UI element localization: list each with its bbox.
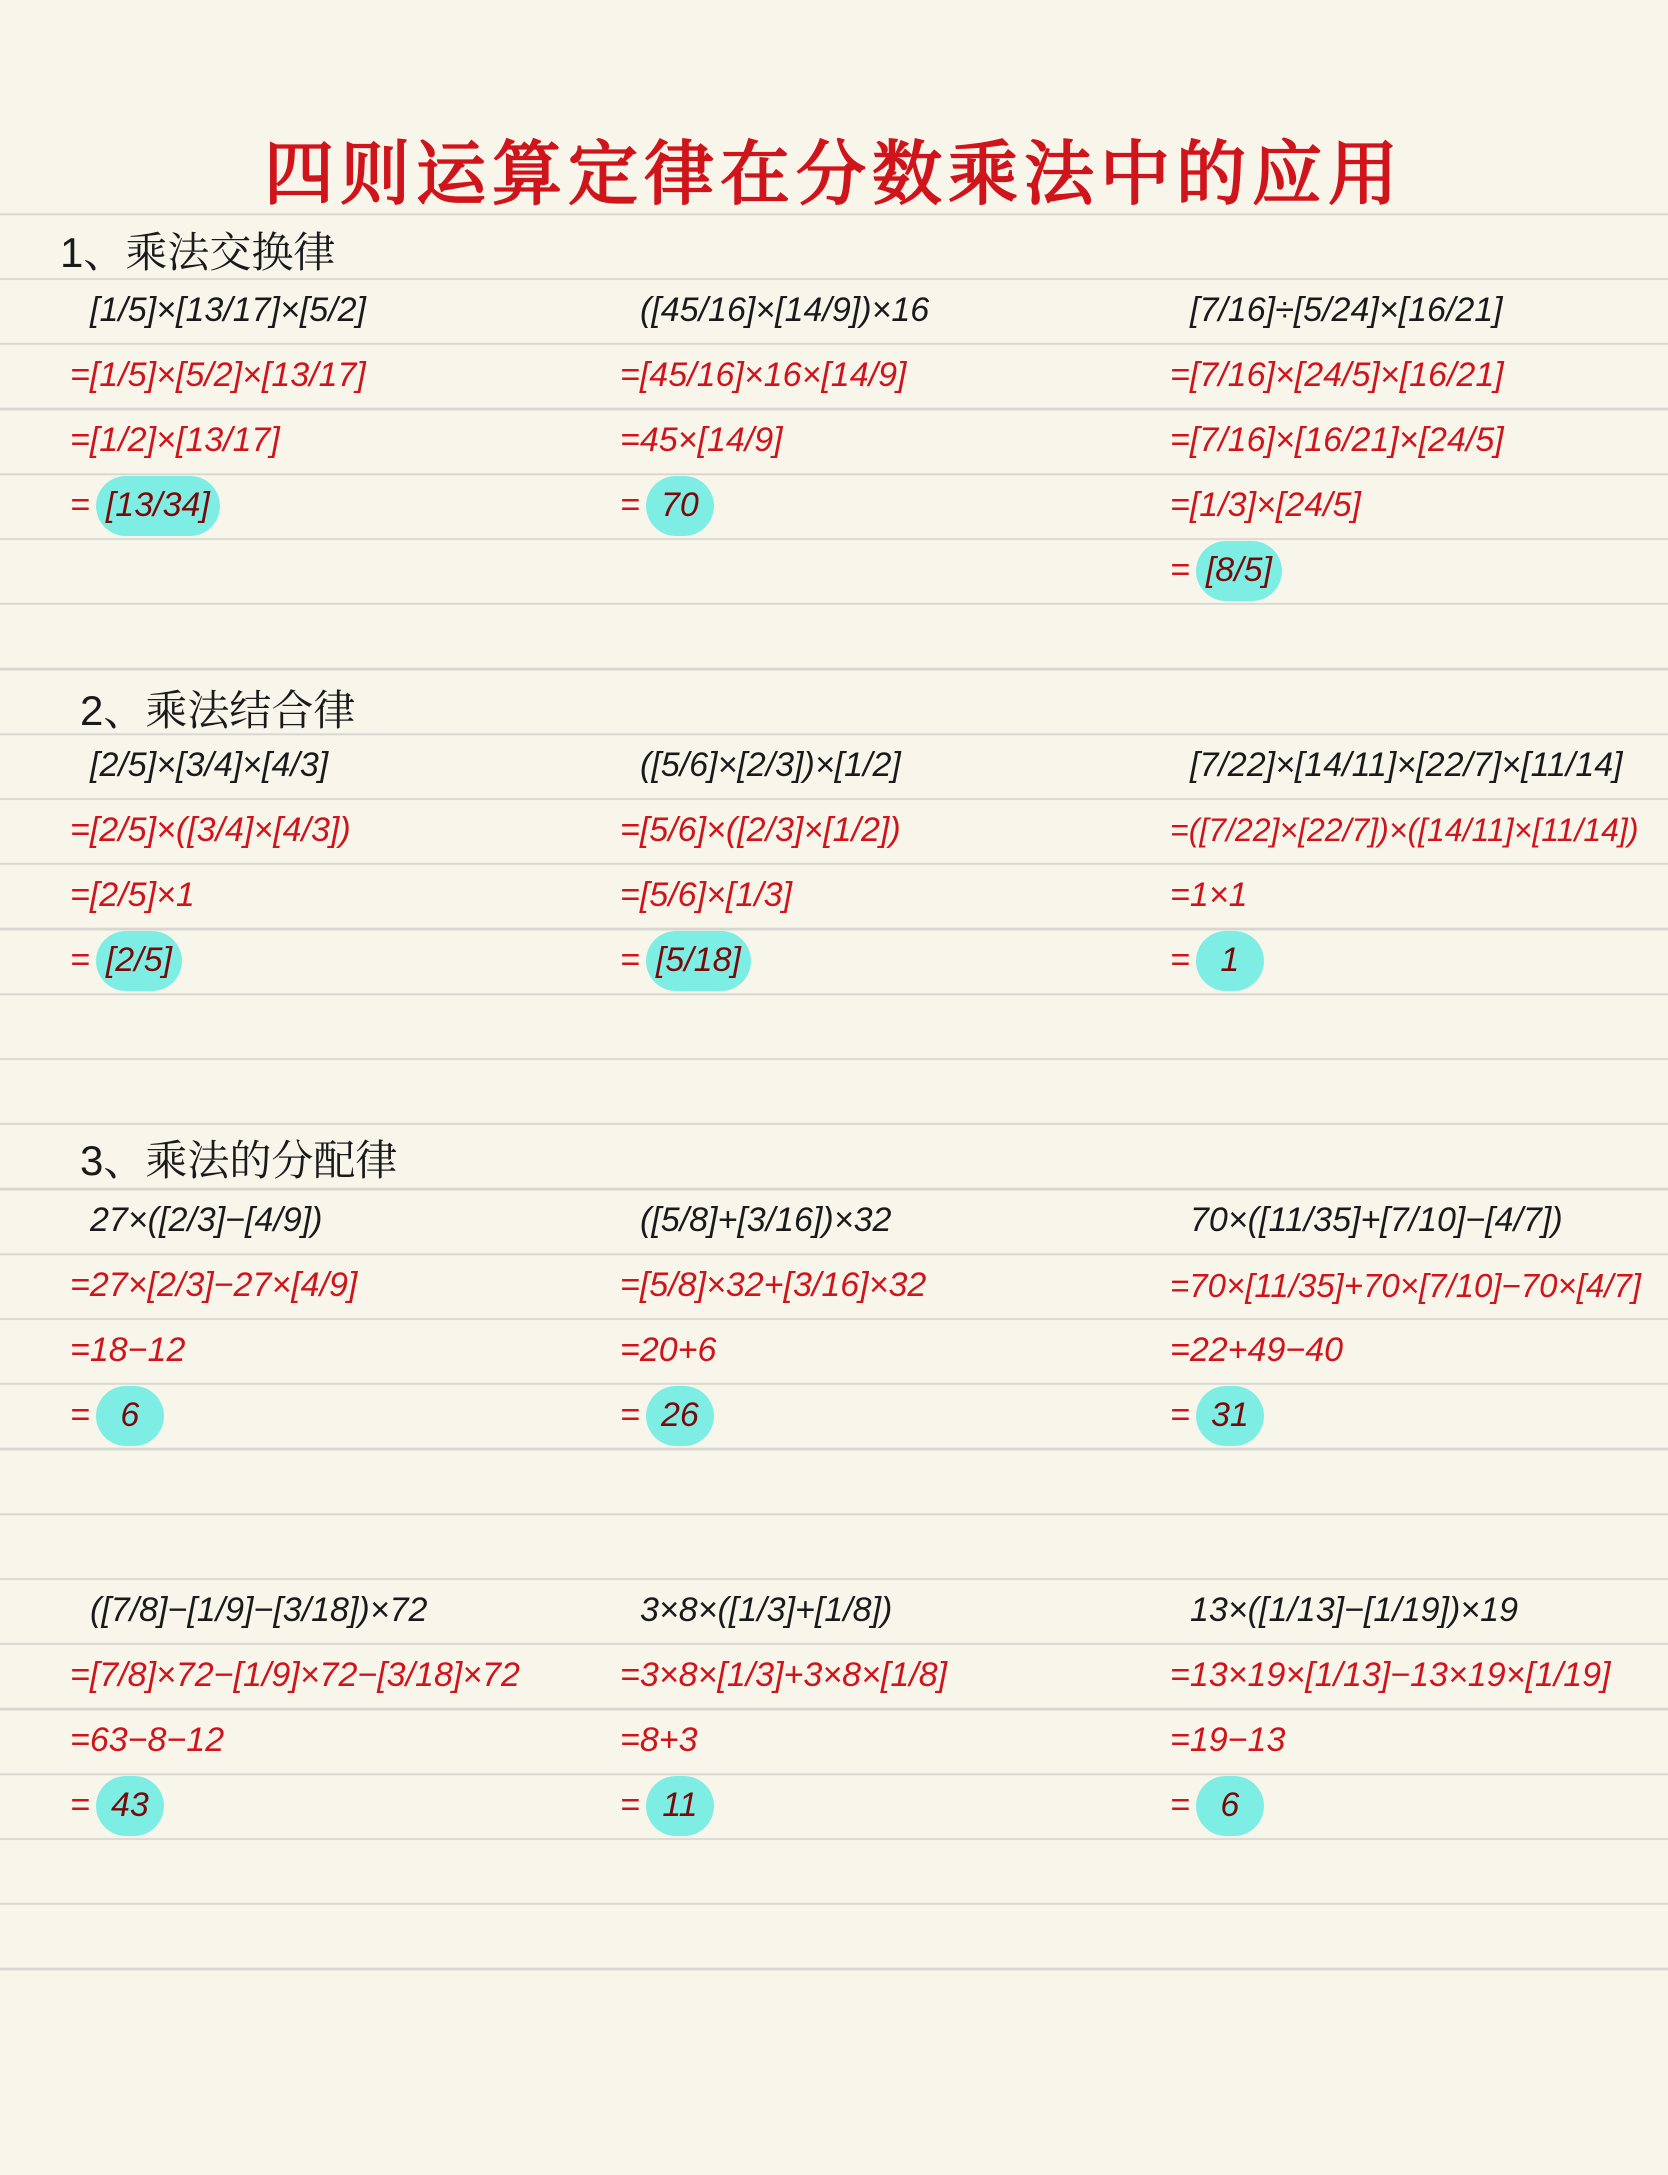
solution-step: =[2/5]×1: [70, 876, 195, 914]
solution-step: =[45/16]×16×[14/9]: [620, 356, 907, 394]
solution-step: =[5/6]×[1/3]: [620, 876, 793, 914]
problem-expression: [7/16]÷[5/24]×[16/21]: [1190, 291, 1503, 329]
problem-expression: 27×([2/3]−[4/9]): [90, 1201, 323, 1239]
highlighted-answer: [8/5]: [1196, 541, 1282, 601]
problem-expression: ([7/8]−[1/9]−[3/18])×72: [90, 1591, 428, 1629]
highlighted-answer: 6: [1196, 1776, 1264, 1836]
solution-step: =1×1: [1170, 876, 1248, 914]
answer-line: [1170, 1383, 1641, 1448]
problem-block: [620, 278, 929, 538]
problem-expression: 3×8×([1/3]+[1/8]): [640, 1591, 893, 1629]
solution-step: =[1/2]×[13/17]: [70, 421, 280, 459]
solution-step: =[7/16]×[24/5]×[16/21]: [1170, 356, 1504, 394]
solution-step: =[1/3]×[24/5]: [1170, 486, 1361, 524]
problem-block: [70, 1188, 357, 1448]
equals-sign: =: [70, 1396, 90, 1434]
equals-sign: =: [620, 1786, 640, 1824]
problem-block: [70, 278, 366, 538]
highlighted-answer: 6: [96, 1386, 164, 1446]
solution-step: =22+49−40: [1170, 1331, 1344, 1369]
equals-sign: =: [70, 486, 90, 524]
answer-line: [70, 1383, 357, 1448]
problem-expression: [2/5]×[3/4]×[4/3]: [90, 746, 329, 784]
section-heading: 2、乘法结合律: [80, 687, 356, 734]
solution-step: =45×[14/9]: [620, 421, 783, 459]
highlighted-answer: 1: [1196, 931, 1264, 991]
solution-step: =3×8×[1/3]+3×8×[1/8]: [620, 1656, 948, 1694]
problem-block: [1170, 733, 1638, 993]
solution-step: =13×19×[1/13]−13×19×[1/19]: [1170, 1656, 1611, 1694]
highlighted-answer: 11: [646, 1776, 714, 1836]
section-heading: 3、乘法的分配律: [80, 1137, 398, 1184]
problem-expression: ([45/16]×[14/9])×16: [640, 291, 930, 329]
solution-step: =[5/8]×32+[3/16]×32: [620, 1266, 927, 1304]
highlighted-answer: [13/34]: [96, 476, 220, 536]
answer-line: [620, 928, 901, 993]
solution-step: =70×[11/35]+70×[7/10]−70×[4/7]: [1170, 1266, 1641, 1304]
answer-line: [1170, 1773, 1611, 1838]
solution-step: =[7/8]×72−[1/9]×72−[3/18]×72: [70, 1656, 520, 1694]
problem-block: [70, 1578, 520, 1838]
page-margin-bottom: [0, 1975, 1668, 2175]
answer-line: [1170, 538, 1504, 603]
highlighted-answer: 26: [646, 1386, 714, 1446]
answer-line: [70, 1773, 520, 1838]
equals-sign: =: [1170, 1786, 1190, 1824]
answer-line: [620, 1773, 947, 1838]
equals-sign: =: [70, 1786, 90, 1824]
problem-expression: ([5/8]+[3/16])×32: [640, 1201, 892, 1239]
problem-expression: 13×([1/13]−[1/19])×19: [1190, 1591, 1518, 1629]
solution-step: =[7/16]×[16/21]×[24/5]: [1170, 421, 1504, 459]
solution-step: =8+3: [620, 1721, 698, 1759]
problem-expression: ([5/6]×[2/3])×[1/2]: [640, 746, 901, 784]
highlighted-answer: [2/5]: [96, 931, 182, 991]
solution-step: =63−8−12: [70, 1721, 225, 1759]
solution-step: =[1/5]×[5/2]×[13/17]: [70, 356, 366, 394]
solution-step: =20+6: [620, 1331, 717, 1369]
answer-line: [70, 928, 351, 993]
problem-block: [70, 733, 351, 993]
problem-expression: 70×([11/35]+[7/10]−[4/7]): [1190, 1201, 1563, 1239]
equals-sign: =: [620, 486, 640, 524]
equals-sign: =: [1170, 1396, 1190, 1434]
highlighted-answer: 31: [1196, 1386, 1264, 1446]
problem-block: [620, 1188, 926, 1448]
answer-line: [70, 473, 366, 538]
highlighted-answer: [5/18]: [646, 931, 751, 991]
highlighted-answer: 43: [96, 1776, 164, 1836]
problem-block: [1170, 278, 1504, 603]
problem-block: [620, 733, 901, 993]
answer-line: [1170, 928, 1638, 993]
solution-step: =19−13: [1170, 1721, 1286, 1759]
solution-step: =18−12: [70, 1331, 186, 1369]
answer-line: [620, 473, 929, 538]
solution-step: =[5/6]×([2/3]×[1/2]): [620, 811, 901, 849]
problem-block: [1170, 1578, 1611, 1838]
page-title: 四则运算定律在分数乘法中的应用: [264, 135, 1404, 213]
answer-line: [620, 1383, 926, 1448]
solution-step: =([7/22]×[22/7])×([14/11]×[11/14]): [1170, 812, 1639, 848]
section-heading: 1、乘法交换律: [60, 229, 336, 276]
highlighted-answer: 70: [646, 476, 714, 536]
equals-sign: =: [620, 941, 640, 979]
equals-sign: =: [1170, 551, 1190, 589]
problem-block: [620, 1578, 947, 1838]
solution-step: =27×[2/3]−27×[4/9]: [70, 1266, 358, 1304]
equals-sign: =: [620, 1396, 640, 1434]
problem-expression: [7/22]×[14/11]×[22/7]×[11/14]: [1190, 746, 1623, 784]
equals-sign: =: [70, 941, 90, 979]
equals-sign: =: [1170, 941, 1190, 979]
problem-expression: [1/5]×[13/17]×[5/2]: [90, 291, 367, 329]
problem-block: [1170, 1188, 1641, 1448]
solution-step: =[2/5]×([3/4]×[4/3]): [70, 811, 351, 849]
